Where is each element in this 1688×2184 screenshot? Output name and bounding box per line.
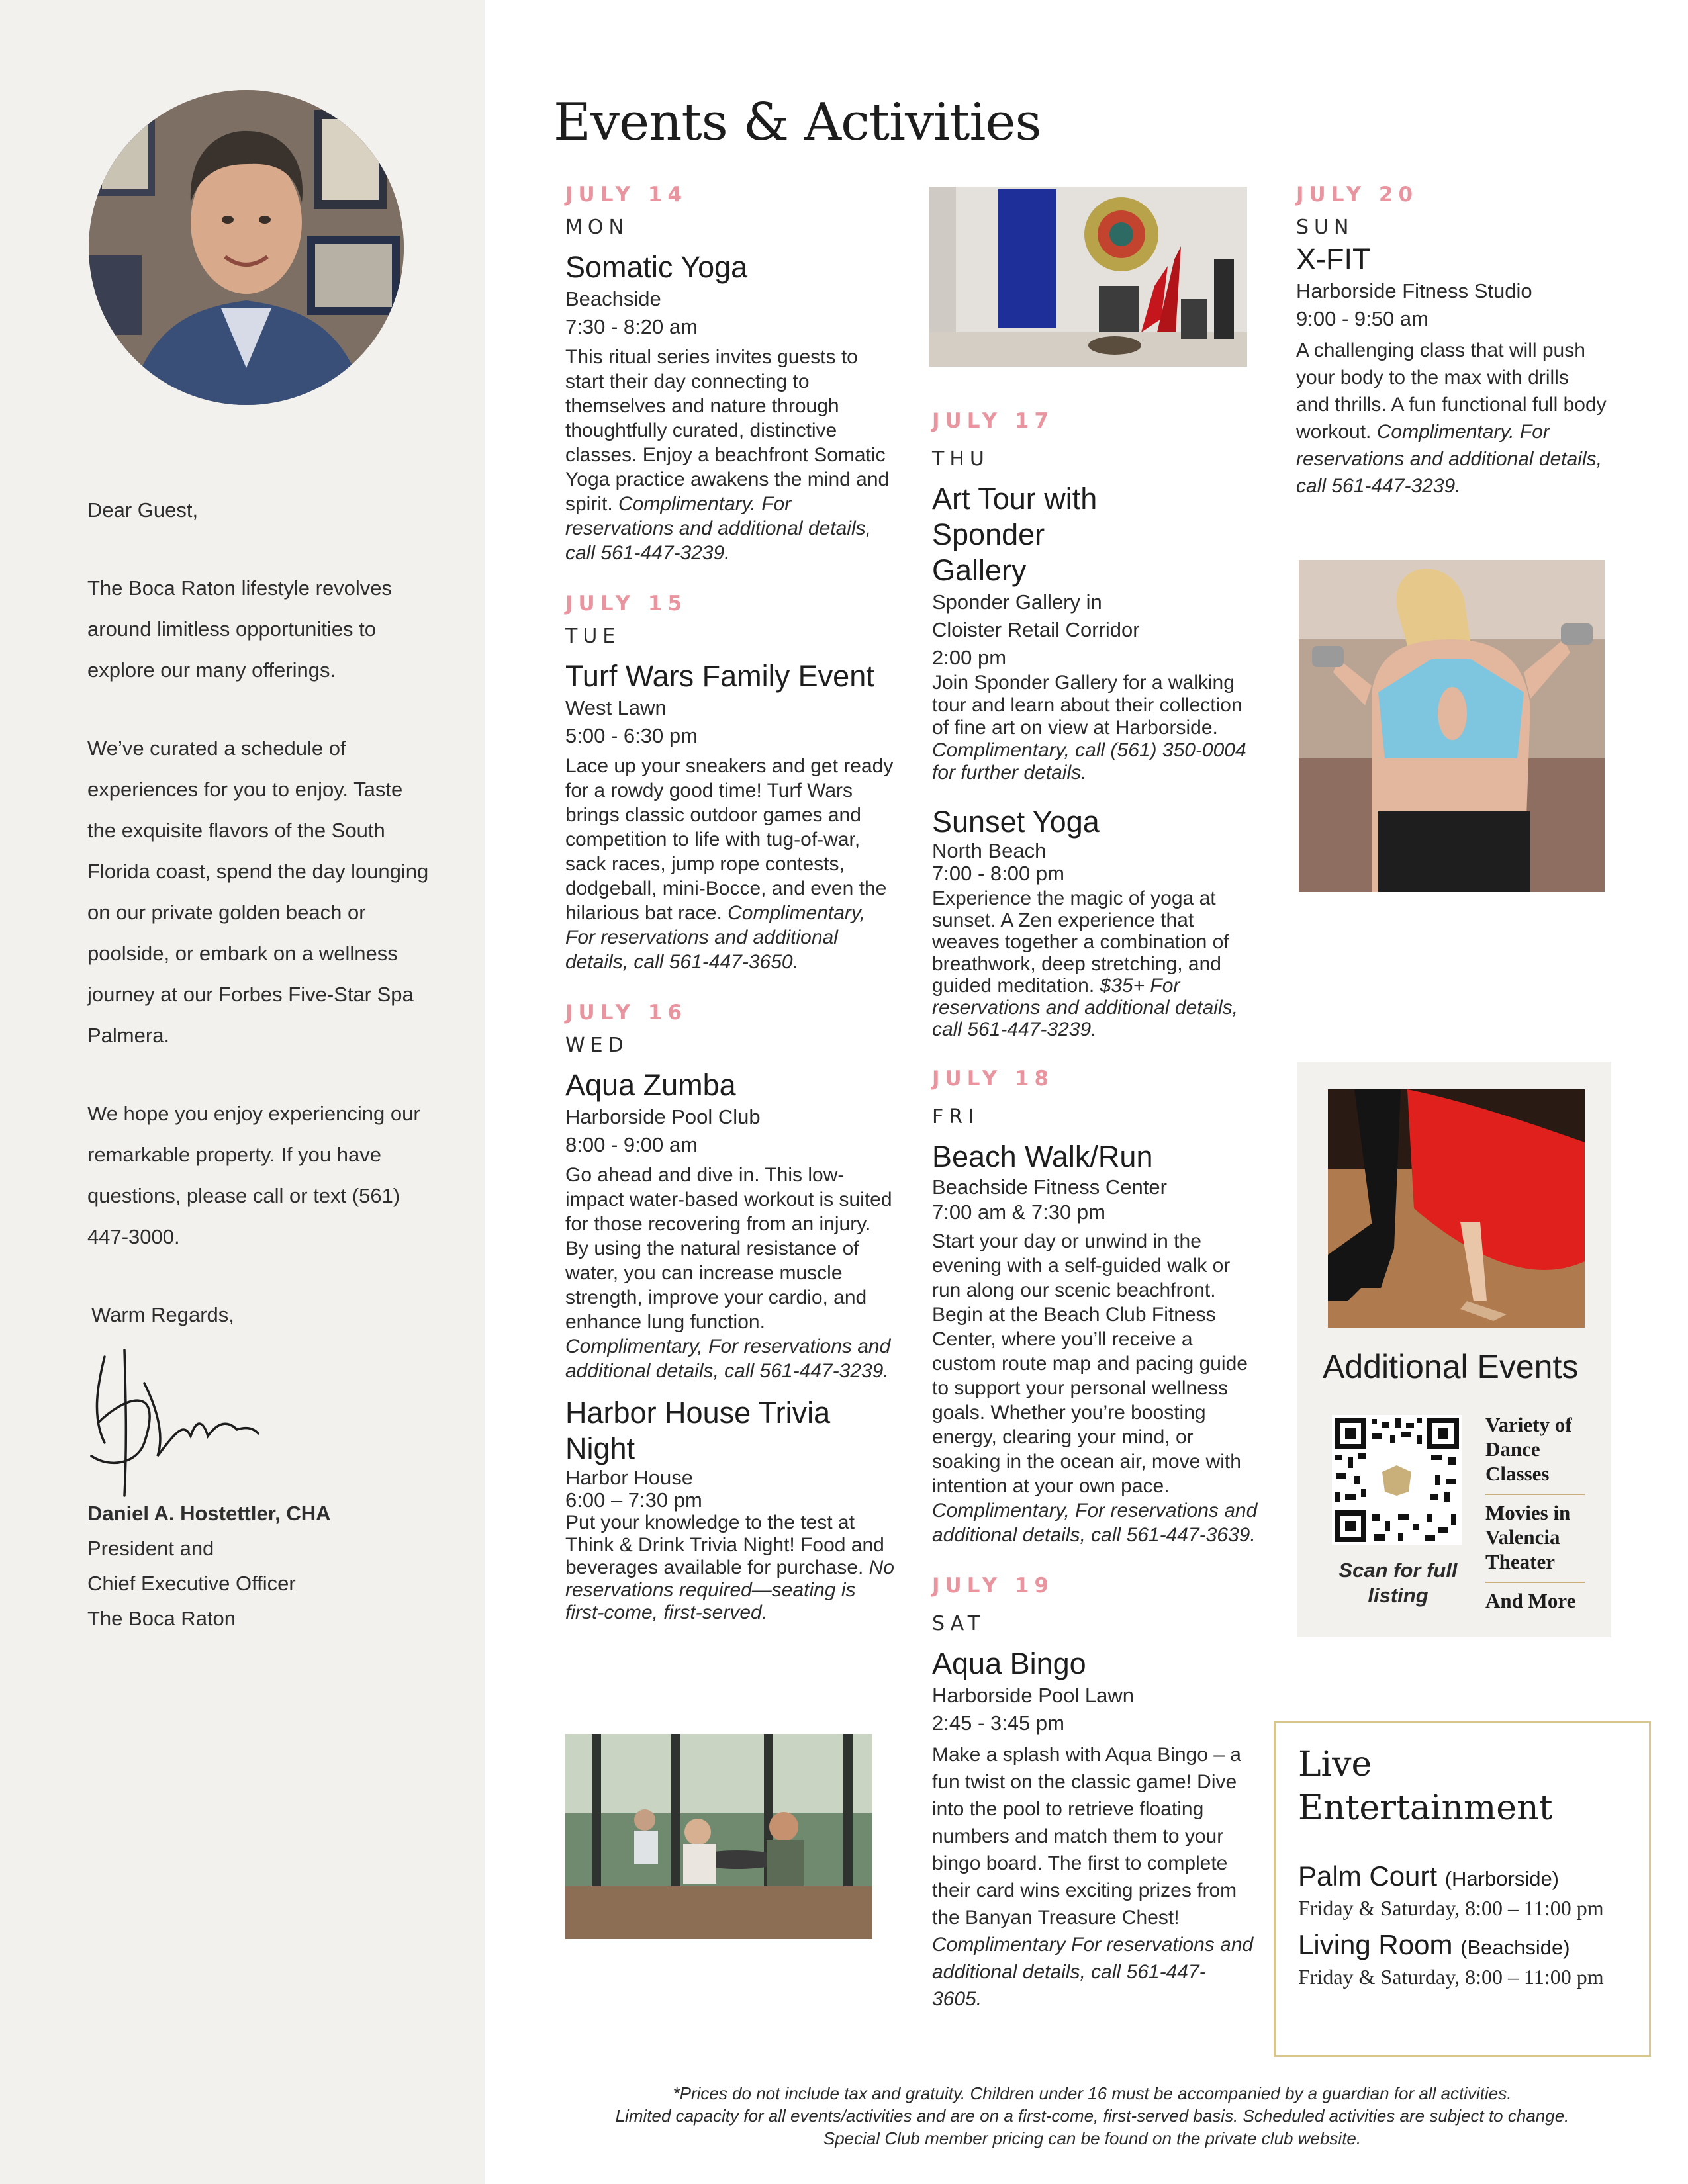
event-title: Turf Wars Family Event [565, 659, 874, 693]
handwritten-signature [85, 1343, 263, 1502]
live-entertainment-panel [1274, 1721, 1651, 2057]
event-trivia-night [565, 1395, 896, 1624]
venue-name: Living Room [1298, 1929, 1453, 1960]
event-date: JULY 20 [1296, 183, 1419, 206]
event-title: Somatic Yoga [565, 250, 748, 284]
event-date: JULY 18 [932, 1067, 1055, 1091]
event-description: Join Sponder Gallery for a walking tour and learn about their collection of fine art on view at Harborside. Complimentary, call (561) 350-0004 for further details. [932, 672, 1246, 784]
additional-events-title: Additional Events [1323, 1348, 1579, 1385]
additional-event-item: Movies in Valencia Theater [1485, 1495, 1585, 1583]
letter-closing: Warm Regards, [91, 1303, 234, 1326]
event-location: North Beach [932, 839, 1047, 862]
footnote-line: Limited capacity for all events/activities and are on a first-come, first-served basis. Scheduled activities are subject to change. [615, 2106, 1570, 2126]
event-date: JULY 17 [932, 409, 1055, 433]
event-description: Put your knowledge to the test at Think & Drink Trivia Night! Food and beverages available for purchase. No reservations required—seating is first-come, first-served. [565, 1512, 894, 1623]
event-note: Complimentary, For reservations and additional details, call 561-447-3239. [565, 1336, 891, 1382]
venue-palm-court [1298, 1860, 1559, 1892]
event-time: 7:00 am & 7:30 pm [932, 1201, 1105, 1224]
event-description: A challenging class that will push your body to the max with drills and thrills. A fun functional full body workout. Complimentary. For reservations and additional details, call 561-447-3239. [1296, 340, 1607, 497]
scan-caption: Scan for full listing [1338, 1559, 1458, 1607]
signer-org: The Boca Raton [87, 1607, 236, 1630]
event-location: Sponder Gallery in Cloister Retail Corridor [932, 590, 1140, 641]
event-july-20 [1296, 183, 1614, 500]
signer-title: Chief Executive Officer [87, 1572, 296, 1595]
event-time: 9:00 - 9:50 am [1296, 307, 1429, 330]
event-july-19 [932, 1574, 1258, 2013]
event-july-16 [565, 1001, 896, 1383]
events-column-1 [565, 183, 896, 1624]
event-description: Make a splash with Aqua Bingo – a fun twist on the classic game! Dive into the pool to retrieve floating numbers and match them to your bingo board. The first to complete their card wins exciting prizes from the Banyan Treasure Chest! Complimentary For reservations and additional details, call 561-447-3605. [932, 1744, 1254, 2010]
event-july-17 [932, 409, 1258, 784]
event-time: 2:00 pm [932, 646, 1007, 669]
venue-living-room [1298, 1929, 1570, 1961]
event-title: Art Tour with Sponder Gallery [932, 482, 1098, 587]
signer-name: Daniel A. Hostettler, CHA [87, 1502, 331, 1525]
letter-paragraph: We hope you enjoy experiencing our remarkable property. If you have questions, please call or text (561) 447-3000. [87, 1102, 420, 1248]
fitness-photo [1299, 560, 1605, 892]
event-note: Complimentary. For reservations and additional details, call 561-447-3239. [565, 493, 871, 564]
event-date: JULY 19 [932, 1574, 1055, 1598]
venue-hours: Friday & Saturday, 8:00 – 11:00 pm [1298, 1896, 1604, 1920]
letter-paragraph: The Boca Raton lifestyle revolves around limitless opportunities to explore our many offerings. [87, 576, 393, 682]
event-title: X-FIT [1296, 242, 1371, 276]
event-time: 2:45 - 3:45 pm [932, 1711, 1064, 1735]
cafe-photo [565, 1734, 872, 1939]
event-note: Complimentary, For reservations and additional details, call 561-447-3639. [932, 1500, 1258, 1546]
event-sunset-yoga [932, 804, 1258, 1040]
letter-salutation: Dear Guest, [87, 498, 199, 522]
event-title: Harbor House Trivia Night [565, 1396, 831, 1465]
event-description: Lace up your sneakers and get ready for a rowdy good time! Turf Wars brings classic outdoor games and competition to life with tug-of-war, sack races, jump rope contests, dodgeball, mini-Bocce, and even the hilarious bat race. Complimentary, For reservations and additional details, call 561-447-3650. [565, 755, 894, 973]
page-title: Events & Activities [553, 93, 1041, 152]
event-location: Harbor House [565, 1466, 693, 1489]
signer-title: President and [87, 1537, 214, 1560]
footnote-line: Special Club member pricing can be found on the private club website. [823, 2128, 1362, 2148]
event-time: 6:00 – 7:30 pm [565, 1488, 702, 1512]
letter-paragraph: We’ve curated a schedule of experiences for you to enjoy. Taste the exquisite flavors of the South Florida coast, spend the day lounging on our private golden beach or poolside, or embark on a wellness journey at our Forbes Five-Star Spa Palmera. [87, 737, 429, 1047]
additional-events-list [1485, 1407, 1585, 1621]
event-note: $35+ For reservations and additional details, call 561-447-3239. [932, 975, 1238, 1040]
president-portrait [89, 90, 404, 405]
venue-area: (Harborside) [1444, 1867, 1560, 1890]
footnote-line: *Prices do not include tax and gratuity. Children under 16 must be accompanied by a guardian for all activities. [673, 2083, 1512, 2103]
additional-event-item: And More [1485, 1589, 1576, 1612]
event-location: Harborside Pool Club [565, 1105, 761, 1128]
footnote [530, 2082, 1655, 2150]
additional-events-panel [1297, 1062, 1611, 1637]
event-note: Complimentary. For reservations and additional details, call 561-447-3239. [1296, 421, 1602, 497]
event-note: Complimentary For reservations and additional details, call 561-447-3605. [932, 1934, 1254, 2010]
events-column-2 [932, 409, 1258, 2013]
event-time: 5:00 - 6:30 pm [565, 724, 698, 747]
event-note: Complimentary, For reservations and additional details, call 561-447-3650. [565, 902, 865, 973]
event-date: JULY 14 [565, 183, 688, 206]
event-day: FRI [932, 1105, 979, 1128]
event-day: WED [565, 1034, 629, 1057]
welcome-letter [87, 490, 432, 1336]
event-location: Harborside Fitness Studio [1296, 279, 1532, 302]
signer-block [87, 1496, 445, 1636]
venue-name: Palm Court [1298, 1860, 1438, 1891]
event-description: Experience the magic of yoga at sunset. A Zen experience that weaves together a combination of breathwork, deep stretching, and guided meditation. $35+ For reservations and additional details, call 561-447-3239. [932, 887, 1238, 1040]
event-description: Go ahead and dive in. This low-impact water-based workout is suited for those recovering from an injury. By using the natural resistance of water, you can increase muscle strength, improve your cardio, and enhance lung function. Complimentary, For reservations and additional details, call 561-447-3239. [565, 1164, 892, 1382]
event-july-18 [932, 1067, 1258, 1547]
venue-area: (Beachside) [1460, 1936, 1570, 1959]
event-title: Sunset Yoga [932, 805, 1100, 839]
event-location: Beachside Fitness Center [932, 1175, 1167, 1199]
event-day: SAT [932, 1612, 986, 1635]
event-day: MON [565, 216, 629, 239]
event-day: TUE [565, 625, 621, 648]
event-date: JULY 16 [565, 1001, 688, 1024]
event-time: 7:30 - 8:20 am [565, 315, 698, 338]
letter-sidebar [0, 0, 485, 2184]
gallery-photo [929, 187, 1247, 367]
event-description: Start your day or unwind in the evening with a self-guided walk or run along our scenic beachfront. Begin at the Beach Club Fitness Center, where you’ll receive a custom route map and pacing guide to support your personal wellness goals. Whether you’re boosting energy, clearing your mind, or soaking in the ocean air, move with intention at your own pace. Complimentary, For reservations and additional details, call 561-447-3639. [932, 1230, 1258, 1546]
additional-event-item: Variety of Dance Classes [1485, 1407, 1585, 1495]
event-location: Beachside [565, 287, 661, 310]
qr-code[interactable] [1332, 1415, 1462, 1545]
event-title: Aqua Zumba [565, 1068, 736, 1102]
events-column-3 [1296, 183, 1614, 500]
event-note: No reservations required—seating is first-come, first-served. [565, 1557, 894, 1623]
event-date: JULY 15 [565, 592, 688, 615]
dance-photo [1328, 1089, 1585, 1328]
event-day: SUN [1296, 216, 1354, 239]
venue-hours: Friday & Saturday, 8:00 – 11:00 pm [1298, 1965, 1604, 1989]
event-title: Beach Walk/Run [932, 1140, 1153, 1173]
event-location: West Lawn [565, 696, 667, 719]
event-day: THU [932, 447, 990, 471]
event-description: This ritual series invites guests to start their day connecting to themselves and nature through thoughtfully curated, distinctive classes. Enjoy a beachfront Somatic Yoga practice awakens the mind and spirit. Complimentary. For reservations and additional details, call 561-447-3239. [565, 346, 890, 564]
event-location: Harborside Pool Lawn [932, 1684, 1135, 1707]
event-title: Aqua Bingo [932, 1647, 1086, 1680]
event-time: 8:00 - 9:00 am [565, 1133, 698, 1156]
event-july-15 [565, 592, 896, 974]
event-july-14 [565, 183, 896, 565]
event-note: Complimentary, call (561) 350-0004 for further details. [932, 739, 1246, 784]
live-entertainment-title: Live Entertainment [1298, 1745, 1553, 1828]
event-time: 7:00 - 8:00 pm [932, 862, 1064, 885]
